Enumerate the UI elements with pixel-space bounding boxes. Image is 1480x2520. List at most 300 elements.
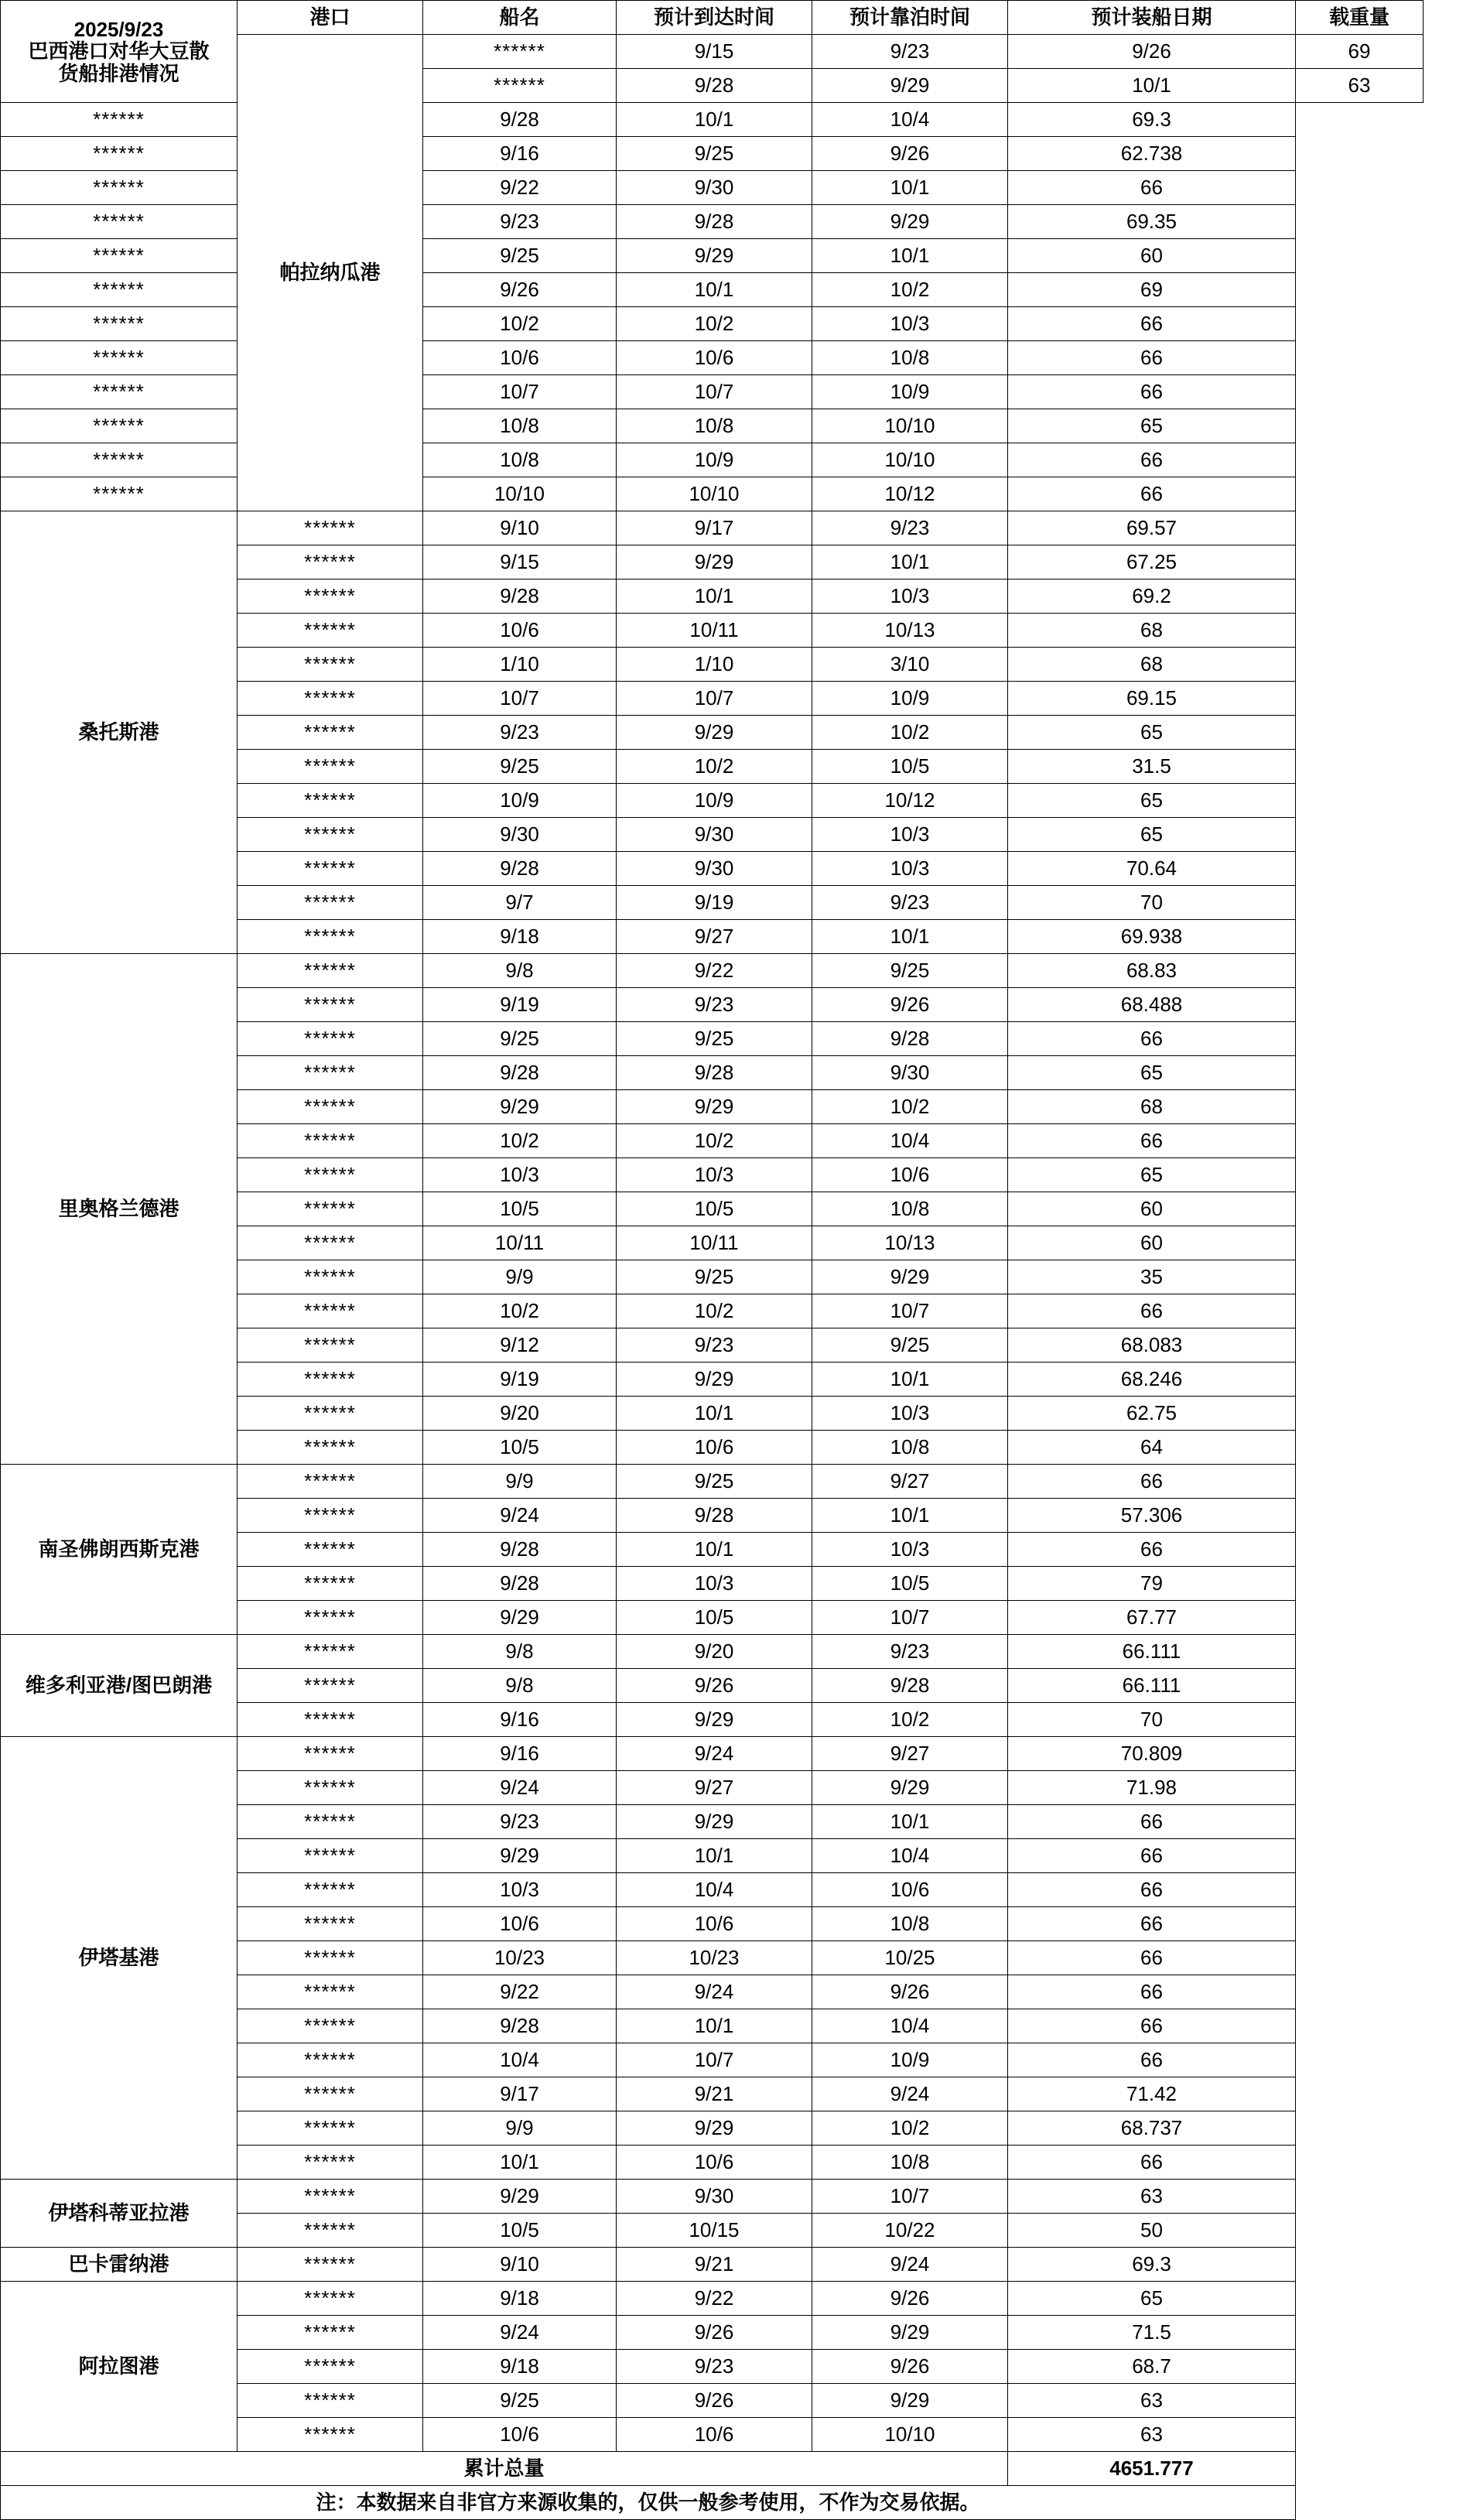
ship-name-cell: ******	[238, 886, 423, 920]
ship-name-cell: ******	[238, 2418, 423, 2452]
berth-time-cell: 9/24	[617, 1737, 812, 1771]
load-date-cell: 10/8	[812, 1431, 1008, 1465]
eta-cell: 10/4	[423, 2043, 617, 2077]
weight-cell: 68.246	[1008, 1363, 1296, 1397]
load-date-cell: 10/1	[812, 171, 1008, 205]
load-date-cell: 10/3	[812, 818, 1008, 852]
berth-time-cell: 1/10	[617, 648, 812, 682]
berth-time-cell: 9/19	[617, 886, 812, 920]
weight-cell: 60	[1008, 1226, 1296, 1260]
weight-cell: 69	[1008, 273, 1296, 307]
load-date-cell: 10/10	[812, 409, 1008, 443]
load-date-cell: 9/27	[812, 1465, 1008, 1499]
berth-time-cell: 9/17	[617, 511, 812, 545]
ship-name-cell: ******	[1, 409, 238, 443]
load-date-cell: 9/29	[812, 1771, 1008, 1805]
weight-cell: 69.3	[1008, 103, 1296, 137]
load-date-cell: 10/5	[812, 750, 1008, 784]
berth-time-cell: 10/6	[617, 1907, 812, 1941]
weight-cell: 68.83	[1008, 954, 1296, 988]
ship-name-cell: ******	[238, 2077, 423, 2111]
berth-time-cell: 10/10	[617, 477, 812, 511]
eta-cell: 9/16	[423, 1703, 617, 1737]
berth-time-cell: 10/15	[617, 2214, 812, 2248]
col-header-ship: 船名	[423, 1, 617, 35]
load-date-cell: 10/4	[812, 2009, 1008, 2043]
table-row	[1, 2180, 1424, 2214]
berth-time-cell: 10/5	[617, 1192, 812, 1226]
load-date-cell: 9/23	[812, 886, 1008, 920]
table-row	[1, 171, 1424, 205]
eta-cell: 9/22	[423, 1975, 617, 2009]
eta-cell: 9/29	[423, 2180, 617, 2214]
eta-cell: 9/24	[423, 2316, 617, 2350]
table-row	[1, 1737, 1424, 1771]
load-date-cell: 9/28	[812, 1022, 1008, 1056]
load-date-cell: 10/6	[812, 1158, 1008, 1192]
eta-cell: 9/9	[423, 1465, 617, 1499]
eta-cell: 10/6	[423, 341, 617, 375]
berth-time-cell: 9/29	[617, 2111, 812, 2146]
load-date-cell: 10/6	[812, 1873, 1008, 1907]
ship-name-cell: ******	[238, 1533, 423, 1567]
load-date-cell: 9/28	[812, 1669, 1008, 1703]
eta-cell: 10/2	[423, 1124, 617, 1158]
berth-time-cell: 9/25	[617, 137, 812, 171]
ship-name-cell: ******	[1, 205, 238, 239]
weight-cell: 66	[1008, 375, 1296, 409]
weight-cell: 68.737	[1008, 2111, 1296, 2146]
eta-cell: 10/8	[423, 443, 617, 477]
load-date-cell: 10/9	[812, 2043, 1008, 2077]
weight-cell: 66	[1008, 307, 1296, 341]
berth-time-cell: 9/29	[617, 1805, 812, 1839]
eta-cell: 9/19	[423, 988, 617, 1022]
berth-time-cell: 10/8	[617, 409, 812, 443]
load-date-cell: 10/1	[812, 1363, 1008, 1397]
load-date-cell: 10/9	[812, 375, 1008, 409]
load-date-cell: 10/3	[812, 1533, 1008, 1567]
ship-name-cell: ******	[238, 1941, 423, 1975]
ship-name-cell: ******	[238, 1260, 423, 1294]
weight-cell: 35	[1008, 1260, 1296, 1294]
port-name-cell: 巴卡雷纳港	[1, 2248, 238, 2282]
berth-time-cell: 9/30	[617, 2180, 812, 2214]
weight-cell: 57.306	[1008, 1499, 1296, 1533]
weight-cell: 70.64	[1008, 852, 1296, 886]
ship-name-cell: ******	[238, 2316, 423, 2350]
load-date-cell: 10/4	[812, 1124, 1008, 1158]
berth-time-cell: 10/11	[617, 614, 812, 648]
weight-cell: 31.5	[1008, 750, 1296, 784]
load-date-cell: 10/22	[812, 2214, 1008, 2248]
weight-cell: 65	[1008, 1158, 1296, 1192]
weight-cell: 66	[1008, 341, 1296, 375]
berth-time-cell: 10/5	[617, 1601, 812, 1635]
eta-cell: 9/24	[423, 1771, 617, 1805]
berth-time-cell: 10/9	[617, 443, 812, 477]
eta-cell: 9/12	[423, 1328, 617, 1363]
weight-cell: 66	[1008, 1533, 1296, 1567]
eta-cell: 9/28	[423, 103, 617, 137]
load-date-cell: 10/7	[812, 1601, 1008, 1635]
weight-cell: 66	[1008, 1022, 1296, 1056]
col-header-port: 港口	[238, 1, 423, 35]
ship-name-cell: ******	[423, 35, 617, 69]
ship-name-cell: ******	[238, 1737, 423, 1771]
berth-time-cell: 9/28	[617, 1499, 812, 1533]
ship-name-cell: ******	[238, 920, 423, 954]
eta-cell: 9/10	[423, 2248, 617, 2282]
berth-time-cell: 9/26	[617, 2316, 812, 2350]
ship-name-cell: ******	[238, 1056, 423, 1090]
weight-cell: 79	[1008, 1567, 1296, 1601]
load-date-cell: 10/4	[812, 103, 1008, 137]
weight-cell: 66	[1008, 1941, 1296, 1975]
eta-cell: 9/18	[423, 920, 617, 954]
eta-cell: 10/6	[423, 2418, 617, 2452]
weight-cell: 62.738	[1008, 137, 1296, 171]
report-title-line3: 货船排港情况	[58, 61, 179, 85]
ship-name-cell: ******	[238, 852, 423, 886]
ship-name-cell: ******	[1, 137, 238, 171]
berth-time-cell: 9/24	[617, 1975, 812, 2009]
weight-cell: 50	[1008, 2214, 1296, 2248]
port-name-cell: 伊塔科蒂亚拉港	[1, 2180, 238, 2248]
ship-name-cell: ******	[238, 1839, 423, 1873]
load-date-cell: 9/29	[812, 205, 1008, 239]
berth-time-cell: 10/1	[617, 1839, 812, 1873]
ship-name-cell: ******	[238, 1328, 423, 1363]
load-date-cell: 9/23	[812, 1635, 1008, 1669]
eta-cell: 10/9	[423, 784, 617, 818]
eta-cell: 10/3	[423, 1873, 617, 1907]
weight-cell: 66	[1008, 2043, 1296, 2077]
ship-name-cell: ******	[238, 2384, 423, 2418]
weight-cell: 69.3	[1008, 2248, 1296, 2282]
eta-cell: 9/8	[423, 954, 617, 988]
ship-name-cell: ******	[1, 341, 238, 375]
weight-cell: 66	[1008, 1839, 1296, 1873]
eta-cell: 9/28	[423, 1056, 617, 1090]
weight-cell: 67.25	[1008, 545, 1296, 580]
load-date-cell: 9/23	[812, 511, 1008, 545]
weight-cell: 66	[1008, 477, 1296, 511]
table-row	[1, 477, 1424, 511]
eta-cell: 10/10	[423, 477, 617, 511]
berth-time-cell: 10/23	[617, 1941, 812, 1975]
ship-name-cell: ******	[1, 171, 238, 205]
ship-name-cell: ******	[238, 580, 423, 614]
table-row	[1, 409, 1424, 443]
eta-cell: 10/2	[423, 307, 617, 341]
eta-cell: 10/5	[423, 1431, 617, 1465]
eta-cell: 9/25	[423, 239, 617, 273]
weight-cell: 65	[1008, 2282, 1296, 2316]
eta-cell: 9/18	[423, 2350, 617, 2384]
ship-name-cell: ******	[238, 682, 423, 716]
load-date-cell: 10/2	[812, 273, 1008, 307]
ship-name-cell: ******	[238, 1294, 423, 1328]
load-date-cell: 9/26	[812, 2350, 1008, 2384]
load-date-cell: 10/10	[812, 2418, 1008, 2452]
weight-cell: 66	[1008, 1873, 1296, 1907]
weight-cell: 69.2	[1008, 580, 1296, 614]
weight-cell: 66.111	[1008, 1635, 1296, 1669]
weight-cell: 66	[1008, 1465, 1296, 1499]
ship-name-cell: ******	[238, 1397, 423, 1431]
load-date-cell: 9/24	[812, 2077, 1008, 2111]
eta-cell: 9/28	[423, 580, 617, 614]
berth-time-cell: 10/2	[617, 1294, 812, 1328]
weight-cell: 66	[1008, 1124, 1296, 1158]
eta-cell: 9/17	[423, 2077, 617, 2111]
eta-cell: 9/18	[423, 2282, 617, 2316]
load-date-cell: 10/8	[812, 341, 1008, 375]
eta-cell: 9/23	[423, 716, 617, 750]
berth-time-cell: 9/25	[617, 1260, 812, 1294]
eta-cell: 9/28	[423, 852, 617, 886]
eta-cell: 10/3	[423, 1158, 617, 1192]
port-name-cell: 伊塔基港	[1, 1737, 238, 2180]
col-header-berth: 预计靠泊时间	[812, 1, 1008, 35]
ship-name-cell: ******	[238, 648, 423, 682]
eta-cell: 10/11	[423, 1226, 617, 1260]
berth-time-cell: 10/2	[617, 1124, 812, 1158]
weight-cell: 65	[1008, 784, 1296, 818]
berth-time-cell: 10/6	[617, 2146, 812, 2180]
weight-cell: 60	[1008, 239, 1296, 273]
weight-cell: 62.75	[1008, 1397, 1296, 1431]
berth-time-cell: 9/29	[812, 69, 1008, 103]
ship-name-cell: ******	[238, 1635, 423, 1669]
table-row	[1, 341, 1424, 375]
berth-time-cell: 10/1	[617, 273, 812, 307]
ship-name-cell: ******	[1, 443, 238, 477]
eta-cell: 9/16	[423, 137, 617, 171]
eta-cell: 10/5	[423, 1192, 617, 1226]
ship-name-cell: ******	[1, 307, 238, 341]
table-row	[1, 205, 1424, 239]
eta-cell: 9/29	[423, 1839, 617, 1873]
eta-cell: 9/28	[617, 69, 812, 103]
berth-time-cell: 9/20	[617, 1635, 812, 1669]
eta-cell: 10/6	[423, 614, 617, 648]
berth-time-cell: 10/7	[617, 375, 812, 409]
eta-cell: 9/22	[423, 171, 617, 205]
ship-name-cell: ******	[238, 2043, 423, 2077]
col-header-load: 预计装船日期	[1008, 1, 1296, 35]
weight-cell: 65	[1008, 818, 1296, 852]
port-name-cell: 帕拉纳瓜港	[238, 35, 423, 511]
table-row	[1, 1635, 1424, 1669]
weight-cell: 71.42	[1008, 2077, 1296, 2111]
berth-time-cell: 10/1	[617, 1397, 812, 1431]
load-date-cell: 10/3	[812, 852, 1008, 886]
weight-cell: 66	[1008, 443, 1296, 477]
ship-name-cell: ******	[423, 69, 617, 103]
ship-name-cell: ******	[238, 2350, 423, 2384]
load-date-cell: 3/10	[812, 648, 1008, 682]
ship-name-cell: ******	[1, 273, 238, 307]
berth-time-cell: 10/7	[617, 682, 812, 716]
berth-time-cell: 9/30	[617, 171, 812, 205]
weight-cell: 66	[1008, 1294, 1296, 1328]
eta-cell: 10/23	[423, 1941, 617, 1975]
eta-cell: 9/15	[617, 35, 812, 69]
ship-name-cell: ******	[238, 1669, 423, 1703]
load-date-cell: 10/1	[812, 1499, 1008, 1533]
berth-time-cell: 9/30	[617, 818, 812, 852]
table-row	[1, 239, 1424, 273]
eta-cell: 10/2	[423, 1294, 617, 1328]
ship-name-cell: ******	[238, 614, 423, 648]
weight-cell: 70.809	[1008, 1737, 1296, 1771]
eta-cell: 9/24	[423, 1499, 617, 1533]
ship-name-cell: ******	[238, 1567, 423, 1601]
ship-name-cell: ******	[238, 1703, 423, 1737]
berth-time-cell: 9/23	[617, 2350, 812, 2384]
load-date-cell: 10/3	[812, 307, 1008, 341]
col-header-weight: 载重量	[1296, 1, 1424, 35]
ship-name-cell: ******	[238, 1124, 423, 1158]
port-name-cell: 阿拉图港	[1, 2282, 238, 2452]
berth-time-cell: 9/21	[617, 2077, 812, 2111]
eta-cell: 9/28	[423, 1533, 617, 1567]
ship-name-cell: ******	[238, 1907, 423, 1941]
ship-name-cell: ******	[238, 1805, 423, 1839]
table-row	[1, 954, 1424, 988]
eta-cell: 9/9	[423, 1260, 617, 1294]
ship-name-cell: ******	[238, 954, 423, 988]
ship-name-cell: ******	[238, 784, 423, 818]
eta-cell: 9/8	[423, 1669, 617, 1703]
load-date-cell: 10/8	[812, 2146, 1008, 2180]
ship-name-cell: ******	[238, 511, 423, 545]
berth-time-cell: 10/2	[617, 307, 812, 341]
table-row	[1, 511, 1424, 545]
eta-cell: 9/26	[423, 273, 617, 307]
ship-name-cell: ******	[238, 2146, 423, 2180]
load-date-cell: 10/1	[1008, 69, 1296, 103]
load-date-cell: 10/25	[812, 1941, 1008, 1975]
weight-cell: 66	[1008, 1907, 1296, 1941]
weight-cell: 65	[1008, 716, 1296, 750]
weight-cell: 69.57	[1008, 511, 1296, 545]
table-row	[1, 1465, 1424, 1499]
load-date-cell: 9/26	[812, 2282, 1008, 2316]
table-header-row	[1, 1, 1424, 35]
load-date-cell: 10/3	[812, 1397, 1008, 1431]
load-date-cell: 10/4	[812, 1839, 1008, 1873]
ship-name-cell: ******	[238, 1192, 423, 1226]
note-row	[1, 2486, 1424, 2520]
weight-cell: 65	[1008, 409, 1296, 443]
load-date-cell: 9/27	[812, 1737, 1008, 1771]
weight-cell: 69.938	[1008, 920, 1296, 954]
weight-cell: 68.7	[1008, 2350, 1296, 2384]
ship-name-cell: ******	[238, 1022, 423, 1056]
load-date-cell: 10/1	[812, 1805, 1008, 1839]
load-date-cell: 10/13	[812, 1226, 1008, 1260]
weight-cell: 63	[1008, 2384, 1296, 2418]
eta-cell: 9/19	[423, 1363, 617, 1397]
ship-name-cell: ******	[238, 1090, 423, 1124]
ship-name-cell: ******	[238, 1465, 423, 1499]
load-date-cell: 9/29	[812, 2384, 1008, 2418]
load-date-cell: 9/29	[812, 1260, 1008, 1294]
ship-name-cell: ******	[238, 1226, 423, 1260]
berth-time-cell: 9/22	[617, 2282, 812, 2316]
load-date-cell: 10/12	[812, 477, 1008, 511]
weight-cell: 69	[1296, 35, 1424, 69]
berth-time-cell: 9/22	[617, 954, 812, 988]
ship-name-cell: ******	[238, 1771, 423, 1805]
eta-cell: 9/10	[423, 511, 617, 545]
berth-time-cell: 9/23	[812, 35, 1008, 69]
weight-cell: 66	[1008, 171, 1296, 205]
eta-cell: 10/7	[423, 375, 617, 409]
eta-cell: 9/8	[423, 1635, 617, 1669]
eta-cell: 9/23	[423, 205, 617, 239]
load-date-cell: 10/5	[812, 1567, 1008, 1601]
load-date-cell: 10/1	[812, 545, 1008, 580]
berth-time-cell: 9/23	[617, 1328, 812, 1363]
weight-cell: 60	[1008, 1192, 1296, 1226]
berth-time-cell: 10/6	[617, 2418, 812, 2452]
eta-cell: 9/25	[423, 2384, 617, 2418]
load-date-cell: 9/25	[812, 1328, 1008, 1363]
col-header-eta: 预计到达时间	[617, 1, 812, 35]
weight-cell: 71.98	[1008, 1771, 1296, 1805]
eta-cell: 10/5	[423, 2214, 617, 2248]
ship-name-cell: ******	[238, 1873, 423, 1907]
weight-cell: 68	[1008, 648, 1296, 682]
weight-cell: 68	[1008, 614, 1296, 648]
load-date-cell: 9/30	[812, 1056, 1008, 1090]
load-date-cell: 10/2	[812, 716, 1008, 750]
weight-cell: 66	[1008, 1805, 1296, 1839]
load-date-cell: 10/9	[812, 682, 1008, 716]
load-date-cell: 10/3	[812, 580, 1008, 614]
load-date-cell: 9/26	[1008, 35, 1296, 69]
weight-cell: 70	[1008, 886, 1296, 920]
weight-cell: 70	[1008, 1703, 1296, 1737]
ship-name-cell: ******	[238, 2214, 423, 2248]
load-date-cell: 10/1	[812, 239, 1008, 273]
weight-cell: 68	[1008, 1090, 1296, 1124]
berth-time-cell: 10/1	[617, 103, 812, 137]
port-name-cell: 维多利亚港/图巴朗港	[1, 1635, 238, 1737]
load-date-cell: 10/7	[812, 2180, 1008, 2214]
weight-cell: 71.5	[1008, 2316, 1296, 2350]
ship-name-cell: ******	[238, 2111, 423, 2146]
port-name-cell: 南圣佛朗西斯克港	[1, 1465, 238, 1635]
ship-name-cell: ******	[1, 375, 238, 409]
ship-name-cell: ******	[238, 2248, 423, 2282]
eta-cell: 10/6	[423, 1907, 617, 1941]
berth-time-cell: 10/1	[617, 1533, 812, 1567]
load-date-cell: 10/8	[812, 1907, 1008, 1941]
table-row	[1, 307, 1424, 341]
eta-cell: 9/28	[423, 2009, 617, 2043]
weight-cell: 69.35	[1008, 205, 1296, 239]
eta-cell: 10/8	[423, 409, 617, 443]
eta-cell: 9/9	[423, 2111, 617, 2146]
berth-time-cell: 9/28	[617, 205, 812, 239]
weight-cell: 63	[1008, 2180, 1296, 2214]
berth-time-cell: 9/28	[617, 1056, 812, 1090]
